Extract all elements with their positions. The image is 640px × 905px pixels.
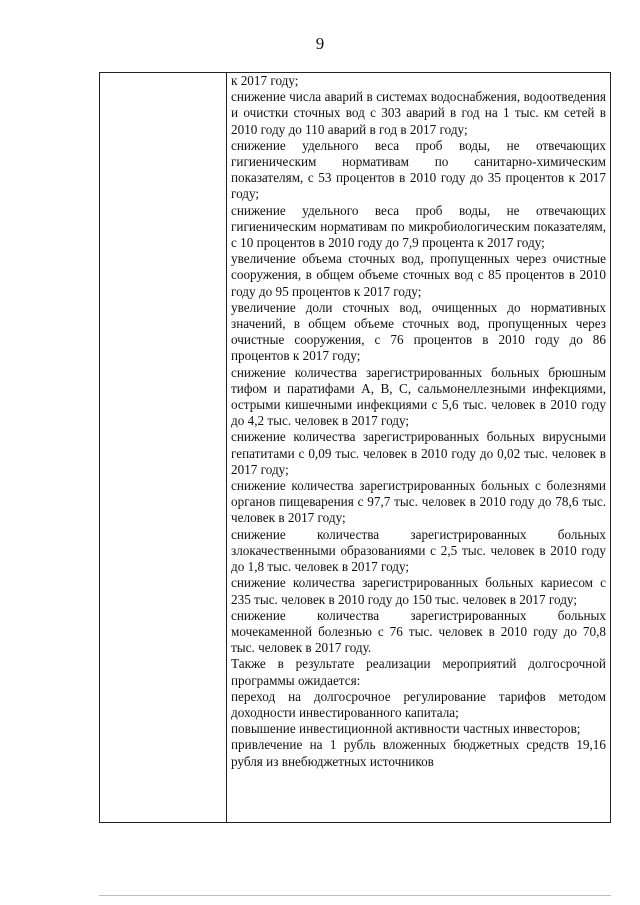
paragraph: к 2017 году; — [231, 73, 299, 88]
paragraph: снижение количества зарегистрированных больных кариесом с 235 тыс. человек в 2010 году до 150 тыс. человек в 2017 году; — [231, 575, 606, 607]
paragraph: увеличение объема сточных вод, пропущенных через очистные сооружения, в общем объеме сточных вод с 85 процентов в 2010 году до 95 процентов к 2017 году; — [231, 251, 606, 299]
paragraph: снижение количества зарегистрированных больных вирусными гепатитами с 0,09 тыс. человек в 2010 году до 0,02 тыс. человек в 2017 году; — [231, 429, 606, 477]
page-number: 9 — [315, 34, 325, 53]
paragraph: снижение удельного веса проб воды, не отвечающих гигиеническим нормативам по микробиологическим показателям, с 10 процентов в 2010 году до 7,9 процента к 2017 году; — [231, 202, 606, 251]
paragraph: привлечение на 1 рубль вложенных бюджетных средств 19,16 рубля из внебюджетных источников — [231, 737, 606, 769]
table-left-cell — [100, 73, 227, 822]
paragraph: снижение числа аварий в системах водоснабжения, водоотведения и очистки сточных вод с 303 аварий в год на 1 тыс. км сетей в 2010 году до 110 аварий в год в 2017 году; — [231, 89, 606, 137]
paragraph: снижение количества зарегистрированных больных мочекаменной болезнью с 76 тыс. человек в 2010 году до 70,8 тыс. человек в 2017 году. — [231, 607, 606, 656]
table-right-cell — [227, 73, 610, 770]
paragraph: снижение удельного веса проб воды, не отвечающих гигиеническим нормативам по санитарно-химическим показателям, с 53 процентов в 2010 году до 35 процентов к 2017 году; — [231, 137, 606, 202]
paragraph: повышение инвестиционной активности частных инвесторов; — [231, 721, 581, 737]
content-table — [99, 72, 611, 823]
paragraph: переход на долгосрочное регулирование тарифов методом доходности инвестированного капитала; — [231, 688, 606, 720]
paragraph: Также в результате реализации мероприятий долгосрочной программы ожидается: — [231, 656, 606, 688]
paragraph: снижение количества зарегистрированных больных с болезнями органов пищеварения с 97,7 тыс. человек в 2010 году до 78,6 тыс. человек в 2017 году; — [231, 478, 606, 526]
page-bottom-rule — [99, 895, 611, 896]
paragraph: увеличение доли сточных вод, очищенных до нормативных значений, в общем объеме сточных вод, пропущенных через очистные сооружения, с 76 процентов в 2010 году до 86 процентов к 2017 году; — [231, 299, 606, 364]
paragraph: снижение количества зарегистрированных больных злокачественными образованиями с 2,5 тыс. человек в 2010 году до 1,8 тыс. человек в 2017 году; — [231, 526, 606, 575]
paragraph: снижение количества зарегистрированных больных брюшным тифом и паратифами А, В, С, сальмонеллезными инфекциями, острыми кишечными инфекциями с 5,6 тыс. человек в 2010 году до 4,2 тыс. человек в 2017 году; — [231, 364, 606, 429]
